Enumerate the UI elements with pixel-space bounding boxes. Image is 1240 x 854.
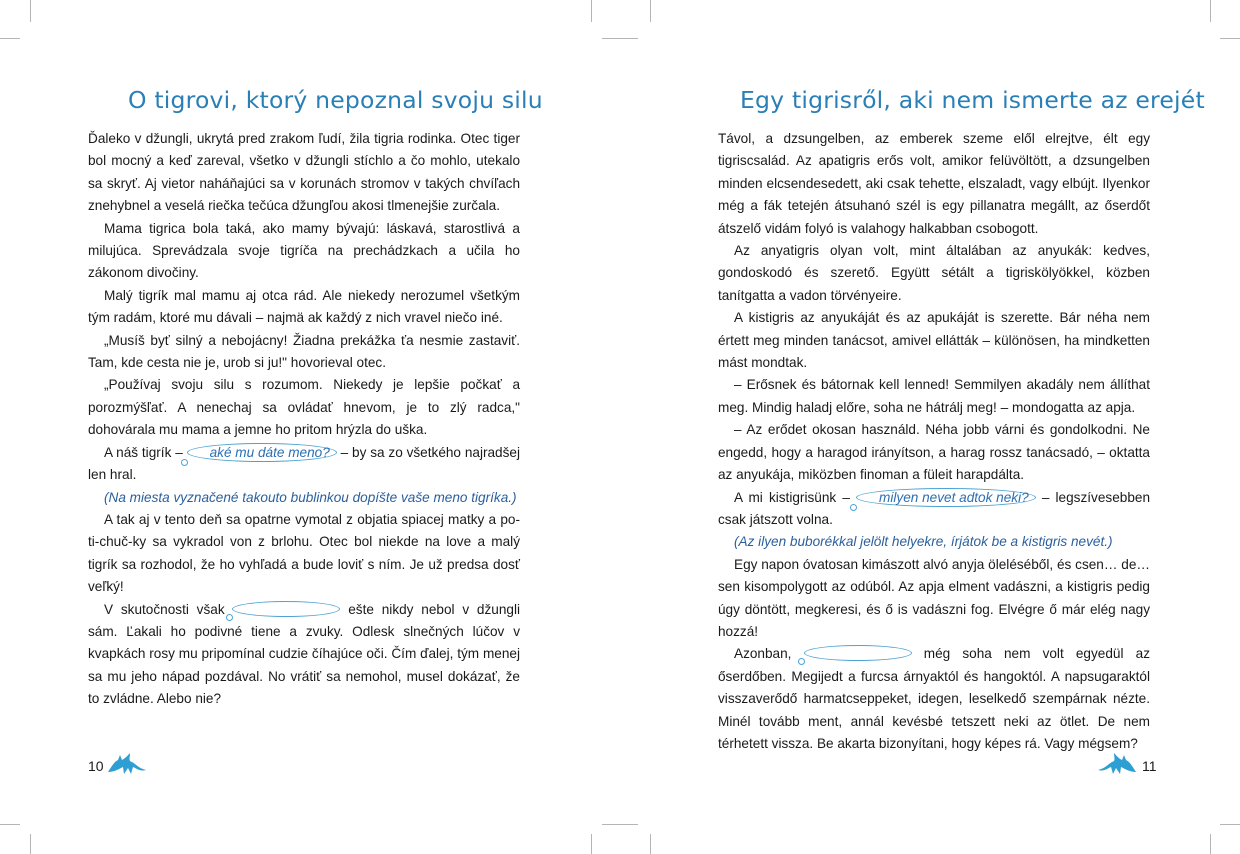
page-number: 11 xyxy=(1142,758,1157,774)
text-span: A náš tigrík – xyxy=(104,444,183,460)
name-bubble: aké mu dáte meno? xyxy=(187,443,337,462)
story-text xyxy=(718,128,1150,755)
paragraph: Távol, a dzsungelben, az emberek szeme elől elrejtve, élt egy tigriscsalád. Az apatigris erős volt, amikor felüvöltött, a dzsungelben minden elcsendesedett, aki csak tehette, elszaladt, vagy elbújt. Ilyenkor még a fák tetején átsuhanó szél is egy pillanatra megállt, az őserdőt átszelő vidám folyó is valahogy halkabban csobogott. xyxy=(718,131,1150,236)
text-span: A mi kistigrisünk – xyxy=(734,489,850,505)
page-title: O tigrovi, ktorý nepoznal svoju silu xyxy=(128,86,543,114)
paragraph xyxy=(88,442,520,487)
instruction-note: (Na miesta vyznačené takouto bublinkou dopíšte vaše meno tigríka.) xyxy=(104,489,517,505)
paragraph xyxy=(718,487,1150,532)
text-span: – by sa zo všetkého najradšej len hral. xyxy=(88,444,520,483)
dragon-icon xyxy=(1096,752,1138,776)
text-span: – legszívesebben csak játszott volna. xyxy=(718,489,1150,527)
page-number: 10 xyxy=(88,758,104,774)
paragraph: „Musíš byť silný a nebojácny! Žiadna prekážka ťa nesmie zastaviť. Tam, kde cesta nie je, urob si ju!" hovorieval otec. xyxy=(88,332,520,371)
dragon-icon xyxy=(106,752,148,776)
text-span: Azonban, xyxy=(734,646,792,662)
paragraph: – Az erődet okosan használd. Néha jobb várni és gondolkodni. Ne engedd, hogy a haragod irányítson, a harag rossz tanácsadó, – oktatta az anyukája, miközben finoman a füleit harapdálta. xyxy=(718,422,1150,483)
page-title: Egy tigrisről, aki nem ismerte az erejét xyxy=(740,86,1205,114)
empty-name-bubble[interactable] xyxy=(232,601,340,617)
paragraph: A kistigris az anyukáját és az apukáját is szerette. Bár néha nem értett meg minden tanácsot, amivel ellátták – különösen, ha mindketten mást mondtak. xyxy=(718,310,1150,371)
paragraph xyxy=(718,643,1150,755)
paragraph: Malý tigrík mal mamu aj otca rád. Ale niekedy nerozumel všetkým tým radám, ktoré mu dávali – najmä ak každý z nich vravel niečo iné. xyxy=(88,287,520,326)
paragraph xyxy=(88,599,520,711)
paragraph: Mama tigrica bola taká, ako mamy bývajú: láskavá, starostlivá a milujúca. Sprevádzala svoje tigríča na prechádzkach a učila ho zákonom divočiny. xyxy=(88,220,520,281)
paragraph: A tak aj v tento deň sa opatrne vymotal z objatia spiacej matky a po-ti-chuč-ky sa vykradol von z brlohu. Otec bol niekde na love a malý tigrík sa rozhodol, že ho vyhľadá a bude loviť s ním. Je už predsa dosť veľký! xyxy=(88,511,520,595)
instruction-note: (Az ilyen buborékkal jelölt helyekre, írjátok be a kistigris nevét.) xyxy=(734,534,1113,550)
text-span: ešte nikdy nebol v džungli sám. Ľakali ho podivné tiene a zvuky. Odlesk slnečných lúčov v kvapkách rosy mu pripomínal cudzie číhajúce oči. Čím ďalej, tým menej sa mu jeho nápad pozdával. No vrátiť sa nemohol, musel dokázať, že to zvládne. Alebo nie? xyxy=(88,601,521,707)
paragraph: – Erősnek és bátornak kell lenned! Semmilyen akadály nem állíthat meg. Mindig haladj előre, soha ne hátrálj meg! – mondogatta az apja. xyxy=(718,377,1150,415)
paragraph: Egy napon óvatosan kimászott alvó anyja öleléséből, és csen… de…sen kisompolygott az odúból. Az apja elment vadászni, a kistigris pedig úgy döntött, megkeresi, és ő is vadászni fog. Elvégre ő már elég nagy hozzá! xyxy=(718,556,1150,639)
name-bubble: milyen nevet adtok neki? xyxy=(856,488,1036,507)
empty-name-bubble[interactable] xyxy=(804,645,912,661)
text-span: még soha nem volt egyedül az őserdőben. Megijedt a furcsa árnyaktól és hangoktól. A napsugaraktól visszaverődő harmatcseppeket, idegen, leselkedő szempárnak nézte. Minél tovább ment, annál kevésbé tetszett neki az ötlet. De nem térhetett vissza. Be akarta bizonyítani, hogy képes rá. Vagy mégsem? xyxy=(718,646,1150,751)
story-text xyxy=(88,128,520,711)
text-span: V skutočnosti však xyxy=(104,601,225,617)
paragraph: Az anyatigris olyan volt, mint általában az anyukák: kedves, gondoskodó és szerető. Együtt sétált a tigriskölyökkel, közben tanítgatta a vadon törvényeire. xyxy=(718,243,1150,303)
right-page xyxy=(620,0,1240,854)
paragraph: „Používaj svoju silu s rozumom. Niekedy je lepšie počkať a porozmýšľať. A nenechaj sa ovládať hnevom, je to zlý radca," dohovárala mu mama a jemne ho pritom hrýzla do uška. xyxy=(88,377,520,438)
paragraph: Ďaleko v džungli, ukrytá pred zrakom ľudí, žila tigria rodinka. Otec tiger bol mocný a keď zareval, všetko v džungli stíchlo a čo mohlo, utekalo sa skryť. Aj vietor naháňajúci sa v korunách stromov v takých chvíľach znehybnel a veselá riečka tečúca džungľou akosi tlmenejšie zurčala. xyxy=(88,131,520,214)
